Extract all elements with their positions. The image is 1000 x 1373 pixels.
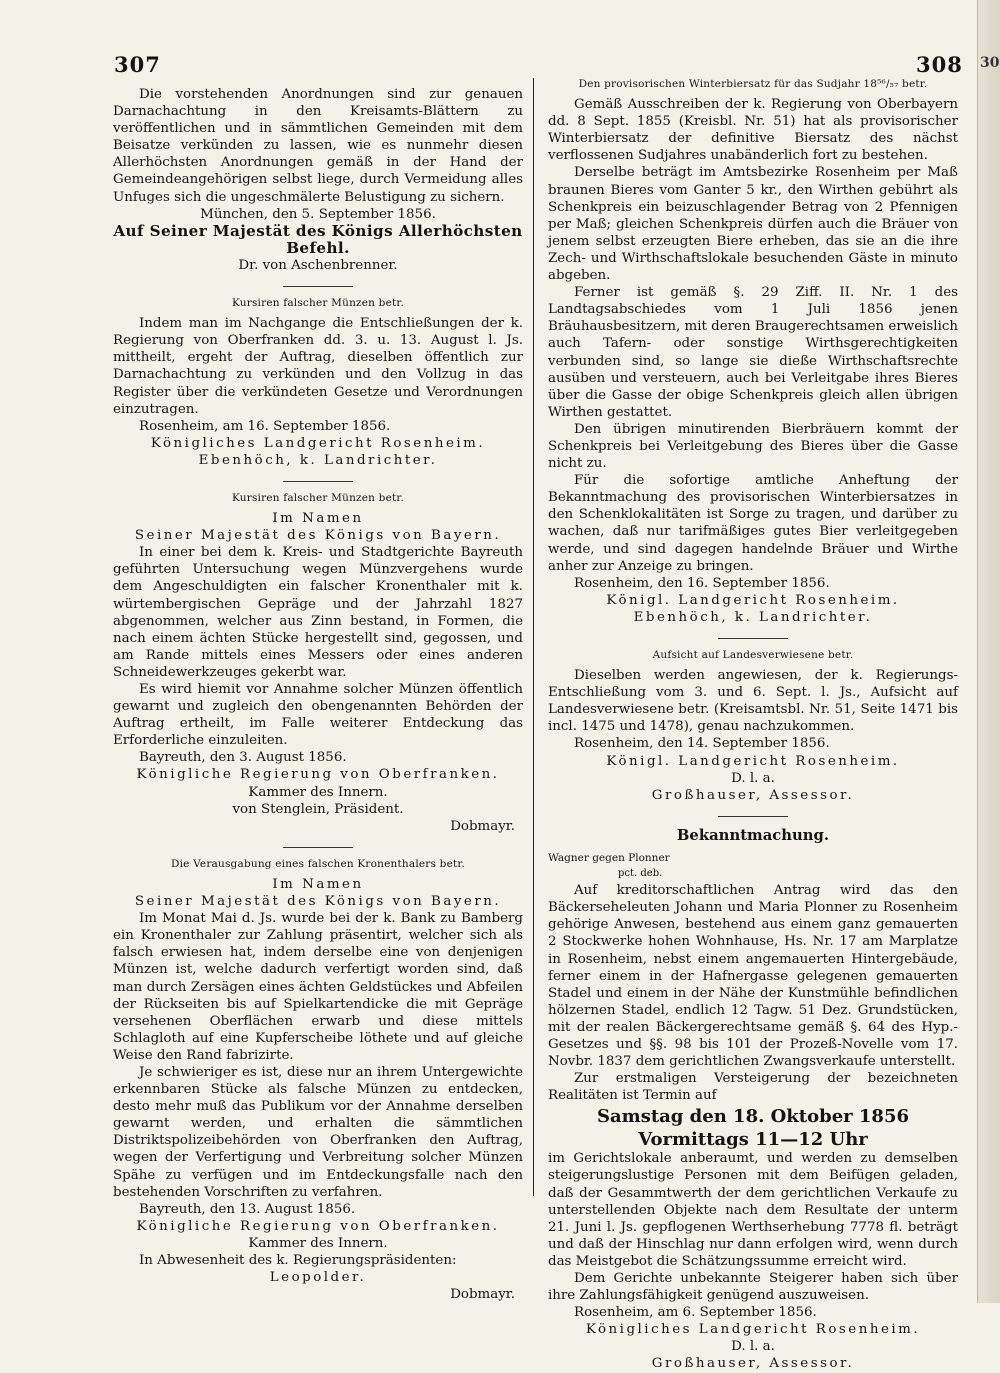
case-parties (548, 850, 958, 882)
signature: Großhauser, Assessor. (651, 787, 855, 803)
section-body: Ferner ist gemäß §. 29 Ziff. II. Nr. 1 des Landtagsabschiedes vom 1 Juli 1856 jenen Bräuhausbesitzern, mit deren Braugerechtsamen erweislich auch Tafern- oder sonstige Wirthsgerechtigkeiten verbunden sind, so lange sie dieße Wirthschaftsrechte ausüben und versteuern, auch bei Verleitgabe ihres Bieres über die Gasse der obige Schenkpreis gleich allen übrigen Wirthen gestattet. (548, 285, 958, 420)
chamber-name: Kammer des Innern. (248, 784, 388, 800)
government-name: Königliche Regierung von Oberfranken. (136, 1218, 500, 1234)
auction-time: Vormittags 11—12 Uhr (638, 1129, 868, 1151)
signature: Großhauser, Assessor. (651, 1356, 855, 1372)
section-date: Bayreuth, den 3. August 1856. (139, 750, 347, 766)
section-body: Derselbe beträgt im Amtsbezirke Rosenheim per Maß braunen Bieres vom Ganter 5 kr., den Wirthen gebührt als Schenkpreis ein beizuschlagender Betrag von 2 Pfennigen per Maß; gleichen Schenkpreis dürfen auch die Bräuer von jenem selbst erzeugten Biere erheben, das sie an die ihre Zech- und Wirthschaftslokale besuchenden Gäste in minuto abgeben. (548, 165, 958, 284)
absence-line: In Abwesenheit des k. Regierungspräsidenten: (139, 1253, 457, 1268)
section-body: Gemäß Ausschreiben der k. Regierung von Oberbayern dd. 8 Sept. 1855 (Kreisbl. Nr. 51) hat als provisorischer Winterbiersatz der definitive Biersatz des nächst verflossenen Sudjahres unabänderlich fort zu bestehen. (548, 97, 958, 164)
intro-order: Auf Seiner Majestät des Königs Allerhöchsten Befehl. (113, 221, 523, 257)
dla-line: D. l. a. (731, 1339, 775, 1355)
section-rule (283, 481, 353, 482)
section-title: Kursiren falscher Münzen betr. (231, 491, 405, 504)
section-title: Den provisorischen Winterbiersatz für das Sudjahr 18⁵⁶/₅₇ betr. (578, 78, 928, 90)
section-date: Bayreuth, den 13. August 1856. (139, 1201, 356, 1217)
section-title: Die Verausgabung eines falschen Kronenthalers betr. (170, 857, 466, 870)
section-title: Kursiren falscher Münzen betr. (231, 297, 405, 310)
section-body: Für die sofortige amtliche Anheftung der Bekanntmachung des provisorischen Winterbiersatzes in den Schenklokalitäten ist Sorge zu tragen, und darüber zu wachen, daß nur tarifmäßiges gutes Bier verleitgegeben werde, und sind dagegen handelnde Bräuer und Wirthe anher zur Anzeige zu bringen. (548, 473, 958, 574)
signature: Ebenhöch, k. Landrichter. (633, 609, 873, 625)
right-column (548, 72, 958, 1373)
section-body: In einer bei dem k. Kreis- und Stadtgerichte Bayreuth geführten Untersuchung wegen Münzvergehens wurde dem Angeschuldigten ein falscher Kronenthaler mit k. würtembergischen Gepräge und der Jahrzahl 1827 abgenommen, welcher aus Zinn bestand, in Formen, die nach einem ächten Stücke hergestellt sind, gegossen, und am Rande mittels eines Messers oder eines anderen Schneidewerkzeuges gekerbt war. (113, 545, 523, 680)
section-body: Es wird hiemit vor Annahme solcher Münzen öffentlich gewarnt und zugleich den obengenannten Behörden der Auftrag ertheilt, im Falle weiterer Entdeckung das Erforderliche einzuleiten. (113, 682, 523, 749)
clerk-signature: Dobmayr. (450, 1287, 515, 1303)
announcement-heading: Bekanntmachung. (676, 826, 830, 844)
section-body: Je schwieriger es ist, diese nur an ihrem Untergewichte erkennbaren Stücke als falsche Münzen zu entdecken, desto mehr muß das Publikum vor der Annahme derselben gewarnt werden, und erhalten die sämmtlichen Distriktspolizeibehörden von Oberfranken den Auftrag, wegen der Verfertigung und Verbreitung solcher Münzen Spähe zu verfügen und im Entdeckungsfalle nach den bestehenden Vorschriften zu verfahren. (113, 1064, 523, 1200)
section-body: Zur erstmaligen Versteigerung der bezeichneten Realitäten ist Termin auf (548, 1071, 958, 1104)
section-body: Dem Gerichte unbekannte Steigerer haben sich über ihre Zahlungsfähigkeit genügend auszuweisen. (548, 1271, 958, 1304)
next-page-edge (977, 0, 1000, 1303)
signature: Ebenhöch, k. Landrichter. (198, 452, 438, 468)
section-body: im Gerichtslokale anberaumt, und werden zu demselben steigerungslustige Personen mit dem Beifügen geladen, daß der Gesammtwerth der dem gerichtlichen Verkaufe zu unterstellenden Objekte nach dem Resultate der unterm 21. Juni l. Js. gepflogenen Werthserhebung 7778 fl. beträgt und daß der Hinschlag nur dann erfolgen wird, wenn durch das Meistgebot die Schätzungssumme erreicht wird. (548, 1151, 958, 1269)
majesty-line: Seiner Majestät des Königs von Bayern. (134, 894, 502, 910)
party-note: pct. deb. (618, 868, 663, 880)
chamber-name: Kammer des Innern. (248, 1235, 388, 1251)
court-name: Königliches Landgericht Rosenheim. (585, 1322, 921, 1338)
court-name: Königliches Landgericht Rosenheim. (150, 435, 486, 451)
left-column (113, 72, 523, 1303)
section-rule (718, 638, 788, 639)
party-defendant: gegen Plonner (592, 851, 670, 864)
government-name: Königliche Regierung von Oberfranken. (136, 767, 500, 783)
page-number-right: 308 (916, 52, 963, 77)
president-signature: von Stenglein, Präsident. (232, 801, 404, 817)
section-body: Im Monat Mai d. Js. wurde bei der k. Bank zu Bamberg ein Kronenthaler zur Zahlung präsentirt, welcher sich als falsch erwiesen hat, indem derselbe eine von denjenigen Münzen ist, welche dadurch verfertigt worden sind, daß man durch Zersägen eines ächten Geldstückes und Abfeilen der Rückseiten bis auf Spielkartendicke die mit Gepräge versehenen Oberflächen erwarb und diese mittels Schlagloth auf eine Kupferscheibe löthete und auf gleiche Weise den Rand fabrizirte. (113, 911, 523, 1063)
section-rule (283, 286, 353, 287)
court-name: Königl. Landgericht Rosenheim. (606, 753, 900, 769)
clerk-signature: Dobmayr. (450, 818, 515, 834)
section-date: Rosenheim, den 14. September 1856. (574, 736, 830, 752)
section-rule (283, 847, 353, 848)
intro-date: München, den 5. September 1856. (200, 206, 436, 222)
next-page-number: 30 (980, 55, 1000, 71)
section-body: Den übrigen minutirenden Bierbräuern kommt der Schenkpreis bei Verleitgebung des Bieres über die Gasse nicht zu. (548, 421, 958, 472)
section-date: Rosenheim, am 16. September 1856. (139, 418, 391, 434)
section-rule (718, 816, 788, 817)
dla-line: D. l. a. (731, 770, 775, 786)
party-plaintiff: Wagner (548, 851, 589, 864)
majesty-line: Seiner Majestät des Königs von Bayern. (134, 528, 502, 544)
column-divider (533, 78, 534, 1196)
in-the-name: Im Namen (272, 511, 364, 527)
section-date: Rosenheim, den 16. September 1856. (574, 575, 830, 591)
page-number-left: 307 (114, 52, 161, 77)
court-name: Königl. Landgericht Rosenheim. (606, 592, 900, 608)
section-body: Auf kreditorschaftlichen Antrag wird das den Bäckerseheleuten Johann und Maria Plonner zu Rosenheim gehörige Anwesen, bestehend aus einem ganz gemauerten 2 Stockwerke hohen Wohnhause, Hs. Nr. 17 am Marplatze in Rosenheim, nebst einem angemauerten Hintergebäude, ferner einem in der Hafnergasse gelegenen gemauerten Stadel und einem in der Nähe der Kunstmühle befindlichen hölzernen Stadel, endlich 12 Tagw. 51 Dez. Grundstücken, mit der realen Bäckergerechtsame gemäß §. 64 des Hyp.-Gesetzes und §§. 98 bis 101 der Prozeß-Novelle vom 17. Novbr. 1837 dem gerichtlichen Zwangsverkaufe unterstellt. (548, 883, 958, 1070)
in-the-name: Im Namen (272, 876, 364, 892)
section-title: Aufsicht auf Landesverwiesene betr. (652, 649, 854, 661)
intro-signature: Dr. von Aschenbrenner. (238, 257, 398, 273)
deputy-signature: Leopolder. (269, 1270, 367, 1286)
intro-paragraph: Die vorstehenden Anordnungen sind zur genauen Darnachachtung in den Kreisamts-Blättern zu veröffentlichen und in sämmtlichen Gemeinden mit dem Beisatze verkünden zu lassen, wie es nunmehr diesen Allerhöchsten Anordnungen gemäß in der Hand der Gemeindeangehörigen selbst liege, durch Vermeidung alles Unfuges sich die ungeschmälerte Belustigung zu sichern. (113, 87, 523, 205)
section-date: Rosenheim, am 6. September 1856. (574, 1305, 817, 1321)
section-body: Indem man im Nachgange die Entschließungen der k. Regierung von Oberfranken dd. 3. u. 13. August l. Js. mittheilt, ergeht der Auftrag, dieselben öffentlich zur Darnachachtung zu verkünden und den Vollzug in das Register über die verkündeten Gesetze und Verordnungen einzutragen. (113, 316, 523, 417)
section-body: Dieselben werden angewiesen, der k. Regierungs-Entschließung vom 3. und 6. Sept. l. Js., Aufsicht auf Landesverwiesene betr. (Kreisamtsbl. Nr. 51, Seite 1471 bis incl. 1475 und 1478), genau nachzukommen. (548, 668, 958, 735)
auction-date: Samstag den 18. Oktober 1856 (596, 1106, 909, 1128)
